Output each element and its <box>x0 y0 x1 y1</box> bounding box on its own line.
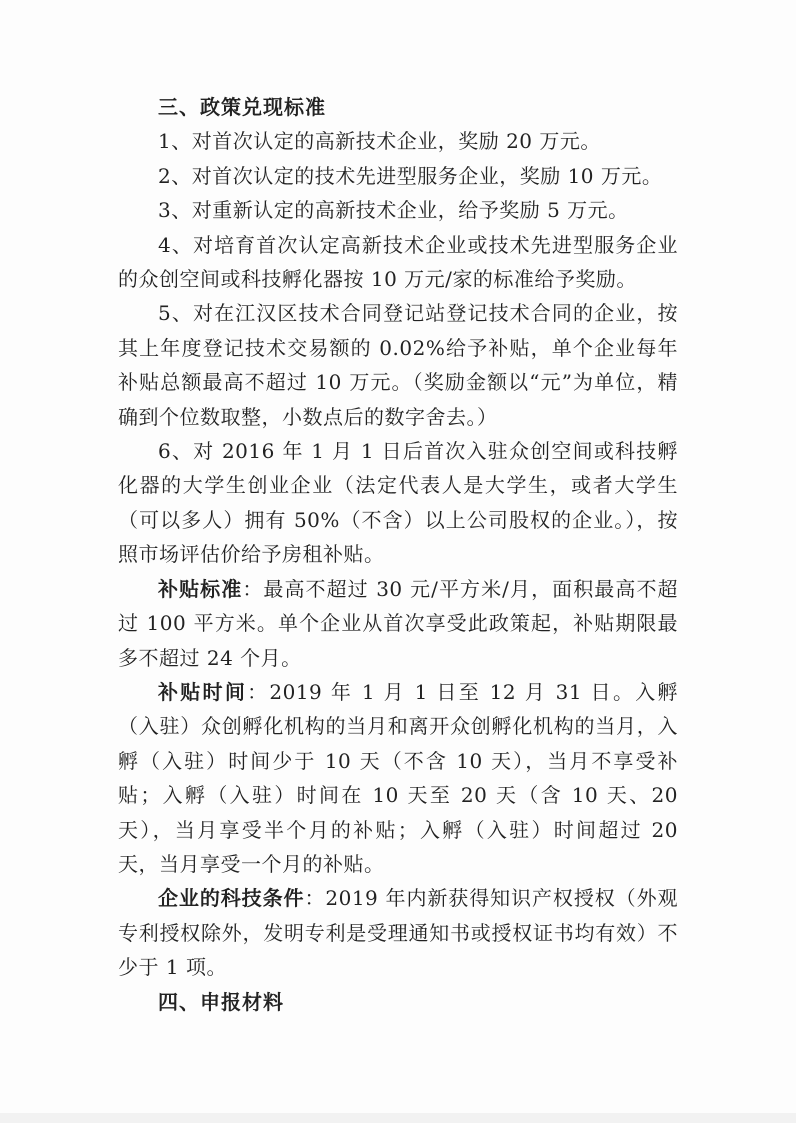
policy-item-2: 2、对首次认定的技术先进型服务企业，奖励 10 万元。 <box>158 163 663 188</box>
subsidy-time-label: 补贴时间 <box>158 679 248 704</box>
tech-condition-label: 企业的科技条件 <box>158 886 305 911</box>
policy-item-3: 3、对重新认定的高新技术企业，给予奖励 5 万元。 <box>158 198 629 223</box>
subsidy-time-paragraph <box>118 675 678 881</box>
subsidy-standard-label: 补贴标准 <box>158 576 243 601</box>
subsidy-standard-text: ：最高不超过 30 元/平方米/月，面积最高不超过 100 平方米。单个企业从首次享受此政策起，补贴期限最多不超过 24 个月。 <box>118 576 679 670</box>
section-heading-policy-standards: 三、政策兑现标准 <box>158 95 326 119</box>
policy-item-1: 1、对首次认定的高新技术企业，奖励 20 万元。 <box>158 129 601 154</box>
policy-item-5: 5、对在江汉区技术合同登记站登记技术合同的企业，按其上年度登记技术交易额的 0.02%给予补贴，单个企业每年补贴总额最高不超过 10 万元。（奖励金额以“元”为单位，精确到个位数取整，小数点后的数字舍去。） <box>118 301 678 429</box>
section-heading-application-materials: 四、申报材料 <box>158 989 284 1014</box>
tech-condition-paragraph <box>118 881 678 984</box>
policy-item-6: 6、对 2016 年 1 月 1 日后首次入驻众创空间或科技孵化器的大学生创业企业（法定代表人是大学生，或者大学生（可以多人）拥有 50%（不含）以上公司股权的企业。），按照市场评估价给予房租补贴。 <box>118 439 678 567</box>
document-body <box>118 90 678 1019</box>
subsidy-standard-paragraph <box>118 572 678 675</box>
page-bottom-edge <box>0 1113 796 1123</box>
subsidy-time-text: ：2019 年 1 月 1 日至 12 月 31 日。入孵（入驻）众创孵化机构的当月和离开众创孵化机构的当月，入孵（入驻）时间少于 10 天（不含 10 天），当月不享受补贴；入孵（入驻）时间在 10 天至 20 天（含 10 天、20 天），当月享受半个月的补贴；入孵（入驻）时间超过 20 天，当月享受一个月的补贴。 <box>118 679 679 876</box>
policy-item-4: 4、对培育首次认定高新技术企业或技术先进型服务企业的众创空间或科技孵化器按 10 万元/家的标准给予奖励。 <box>118 232 678 292</box>
tech-condition-text: ：2019 年内新获得知识产权授权（外观专利授权除外，发明专利是受理通知书或授权证书均有效）不少于 1 项。 <box>118 886 679 980</box>
